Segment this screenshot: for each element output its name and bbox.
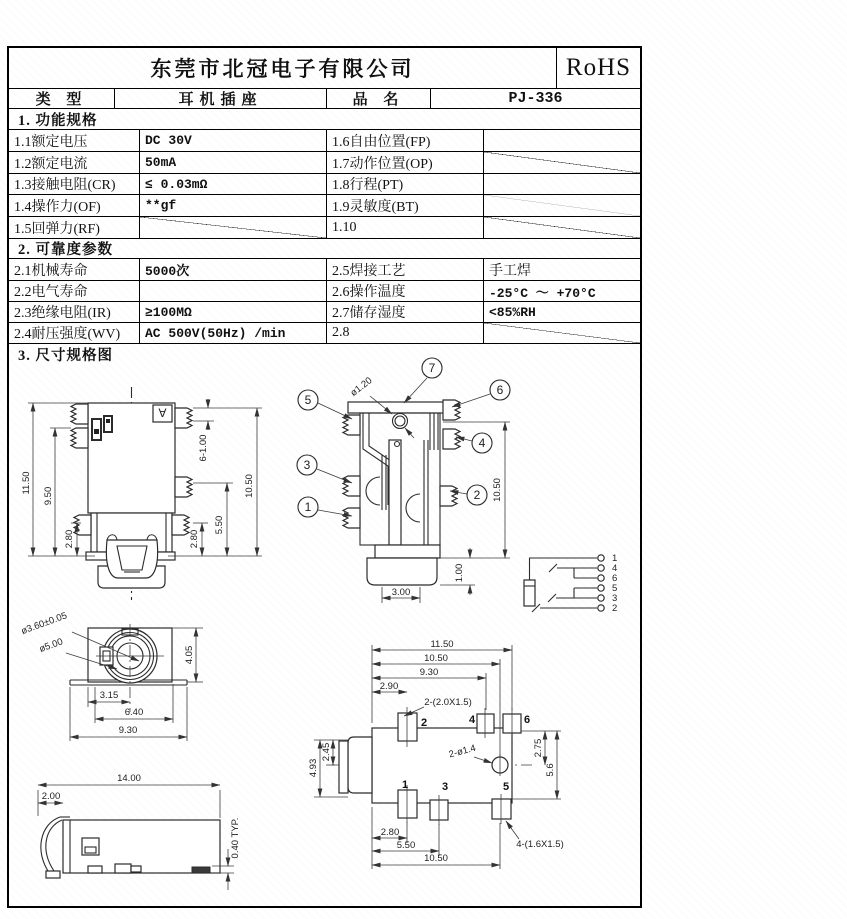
dimension-label: 2.80 bbox=[64, 529, 75, 549]
dimension-label: ø5.00 bbox=[37, 636, 65, 655]
dimension-label: ø1.20 bbox=[348, 375, 375, 399]
product-name-label: 品 名 bbox=[327, 89, 431, 108]
balloon-callouts bbox=[297, 358, 510, 517]
dimension-label: 5.50 bbox=[396, 840, 416, 851]
balloon-7: 7 bbox=[428, 361, 436, 375]
dimension-label: 2.80 bbox=[380, 827, 400, 838]
spec-value: -25°C ～ +70°C bbox=[489, 285, 596, 301]
drawing-side-view bbox=[38, 773, 241, 890]
dimension-label: 10.50 bbox=[244, 474, 255, 498]
spec-value: DC 30V bbox=[140, 130, 327, 151]
pin bbox=[443, 429, 460, 449]
dimension-label: 9.30 bbox=[118, 725, 138, 736]
pin bbox=[74, 515, 91, 535]
pad-number: 5 bbox=[503, 781, 510, 793]
spec-label: 1.7动作位置(OP) bbox=[327, 152, 484, 173]
dimension-label: 10.50 bbox=[424, 853, 448, 864]
balloon-2: 2 bbox=[473, 488, 481, 502]
pin bbox=[172, 515, 189, 535]
spec-value: AC 500V(50Hz) /min bbox=[140, 323, 327, 343]
dimension-label: 10.50 bbox=[424, 653, 448, 664]
pad-note: 2-(2.0X1.5) bbox=[424, 697, 472, 708]
pad-number: 1 bbox=[402, 779, 409, 791]
section3-title: 3. 尺寸规格图 bbox=[18, 348, 113, 364]
spec-label: 1.5回弹力(RF) bbox=[9, 217, 140, 238]
dimension-label: 1.00 bbox=[454, 563, 465, 583]
spec-label: 2.2电气寿命 bbox=[9, 281, 140, 301]
rohs-mark: RoHS bbox=[565, 54, 632, 81]
section2-title: 2. 可靠度参数 bbox=[18, 242, 113, 258]
spec-label: 2.3绝缘电阻(IR) bbox=[9, 302, 140, 322]
dimension-label: 2.75 bbox=[533, 738, 544, 758]
pad-number: 3 bbox=[442, 781, 449, 793]
balloon-4: 4 bbox=[478, 436, 486, 450]
spec-label: 1.9灵敏度(BT) bbox=[327, 195, 484, 216]
pin bbox=[343, 508, 360, 528]
dimension-label: 9.50 bbox=[43, 486, 54, 506]
pad-note: 4-(1.6X1.5) bbox=[516, 839, 564, 850]
pin bbox=[71, 428, 88, 448]
spec-label: 1.10 bbox=[327, 217, 484, 238]
spec-value: ≥100MΩ bbox=[140, 302, 327, 322]
terminal-label: 4 bbox=[612, 563, 618, 574]
pad-number: 6 bbox=[524, 714, 531, 726]
dimension-label: 11.50 bbox=[430, 639, 454, 650]
dimension-label: 3.00 bbox=[391, 587, 411, 598]
drawing-pcb-view bbox=[308, 639, 564, 869]
pad-number: 4 bbox=[469, 714, 476, 726]
spec-label: 1.8行程(PT) bbox=[327, 174, 484, 194]
section1-title: 1. 功能规格 bbox=[18, 112, 98, 129]
spec-label: 2.8 bbox=[327, 323, 484, 343]
type-value: 耳机插座 bbox=[115, 89, 327, 108]
dimension-label: 2.90 bbox=[379, 681, 399, 692]
spec-value: 手工焊 bbox=[489, 263, 531, 279]
dimension-label: ø3.60±0.05 bbox=[19, 610, 69, 638]
dimension-label: 2.45 bbox=[321, 742, 332, 762]
spec-label: 2.4耐压强度(WV) bbox=[9, 323, 140, 343]
terminal-label: 1 bbox=[612, 553, 618, 564]
pad bbox=[398, 713, 417, 741]
dimension-label: 4.05 bbox=[184, 645, 195, 665]
balloon-3: 3 bbox=[303, 458, 311, 472]
pin bbox=[71, 404, 88, 424]
company-name: 东莞市北冠电子有限公司 bbox=[9, 48, 557, 88]
dimension-label: 6-1.00 bbox=[198, 434, 209, 462]
terminal-label: 3 bbox=[612, 593, 618, 604]
drawing-section-view bbox=[297, 358, 510, 603]
type-label: 类 型 bbox=[9, 89, 115, 108]
dimension-label: 5.50 bbox=[214, 515, 225, 535]
spec-label: 1.4操作力(OF) bbox=[9, 195, 140, 216]
pad bbox=[492, 799, 511, 819]
balloon-5: 5 bbox=[304, 393, 312, 407]
spec-label: 2.1机械寿命 bbox=[9, 259, 140, 280]
dimension-label: 14.00 bbox=[117, 773, 141, 784]
balloon-6: 6 bbox=[496, 383, 504, 397]
spec-value: **gf bbox=[140, 195, 327, 216]
spec-value: 50mA bbox=[140, 152, 327, 173]
spec-label: 2.7储存湿度 bbox=[327, 302, 484, 322]
dimension-label: 9.30 bbox=[419, 667, 439, 678]
spec-value: 5000次 bbox=[140, 259, 327, 280]
spec-value: ≤ 0.03mΩ bbox=[140, 174, 327, 194]
drawing-schematic bbox=[524, 553, 617, 614]
pin bbox=[443, 400, 460, 420]
product-name-value: PJ-336 bbox=[508, 90, 563, 107]
dimension-label: 5.6 bbox=[545, 763, 556, 777]
terminal-label: 5 bbox=[612, 583, 618, 594]
spec-label: 1.6自由位置(FP) bbox=[327, 130, 484, 151]
spec-label: 2.5焊接工艺 bbox=[327, 259, 484, 280]
pad bbox=[477, 714, 494, 733]
drawing-front-view bbox=[21, 387, 262, 600]
dimension-label: 0.40 TYP. bbox=[230, 817, 241, 859]
balloon-1: 1 bbox=[304, 500, 312, 514]
spec-label: 2.6操作温度 bbox=[327, 281, 484, 301]
dimension-label: 2.80 bbox=[189, 529, 200, 549]
dimension-label: 4.93 bbox=[308, 758, 319, 778]
terminal-label: 2 bbox=[612, 603, 618, 614]
drawing-end-view bbox=[20, 610, 203, 741]
spec-label: 1.2额定电流 bbox=[9, 152, 140, 173]
dimension-label: 3.15 bbox=[99, 690, 119, 701]
pin bbox=[175, 408, 192, 428]
pin bbox=[343, 415, 360, 435]
plug-symbol bbox=[524, 580, 535, 606]
dimension-label: 10.50 bbox=[492, 478, 503, 502]
pad-number: 2 bbox=[421, 717, 428, 729]
pin bbox=[175, 477, 192, 497]
view-marker-a: A bbox=[158, 405, 167, 420]
dimension-label: 6.40 bbox=[124, 707, 144, 718]
dimension-label: 2.00 bbox=[41, 791, 61, 802]
spec-label: 1.1额定电压 bbox=[9, 130, 140, 151]
pin bbox=[343, 476, 360, 496]
pin bbox=[440, 486, 457, 506]
hole-note: 2-ø1.4 bbox=[447, 742, 478, 761]
spec-label: 1.3接触电阻(CR) bbox=[9, 174, 140, 194]
dimension-label: 11.50 bbox=[21, 471, 32, 495]
pad bbox=[398, 790, 417, 818]
terminal-label: 6 bbox=[612, 573, 618, 584]
spec-value: <85%RH bbox=[489, 304, 536, 320]
